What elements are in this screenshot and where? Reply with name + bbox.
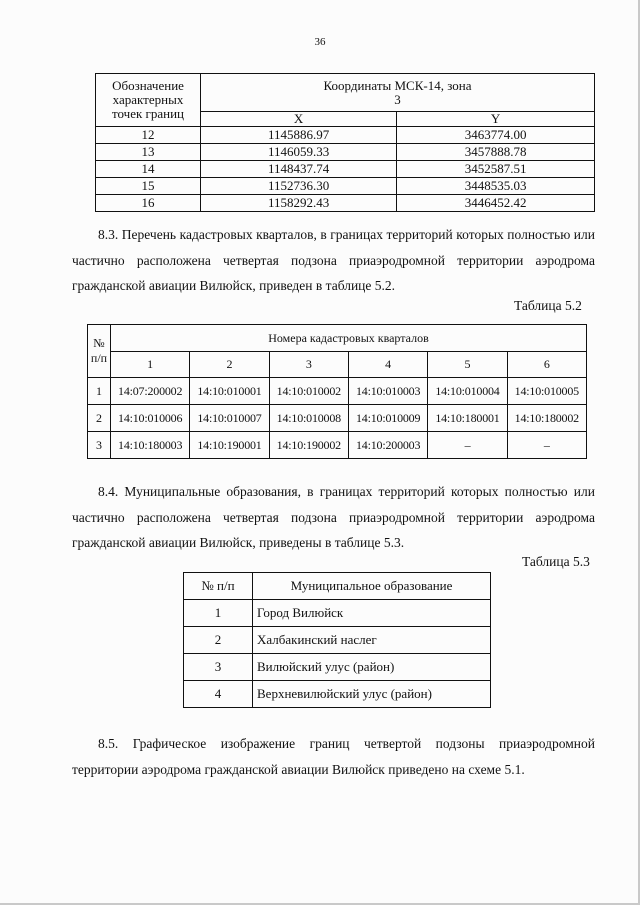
- coords-x-value: 1145886.97: [201, 127, 397, 144]
- t53-header-num: № п/п: [184, 573, 253, 600]
- t52-header-num: № п/п: [88, 325, 111, 378]
- coords-header-system: Координаты МСК-14, зона 3: [201, 74, 595, 112]
- t53-row-num: 4: [184, 681, 253, 708]
- cadastral-quarters-table: [87, 324, 587, 459]
- coords-row: [96, 144, 595, 161]
- t52-column-number: 6: [507, 352, 586, 378]
- t52-column-number: 1: [111, 352, 190, 378]
- t52-body: [88, 378, 587, 459]
- t53-body: [184, 600, 491, 708]
- t52-row: [88, 432, 587, 459]
- coords-point-id: 15: [96, 178, 201, 195]
- coords-x-value: 1158292.43: [201, 195, 397, 212]
- t52-quarter-cell: 14:10:010009: [348, 405, 427, 432]
- t52-quarter-cell: 14:10:180003: [111, 432, 190, 459]
- coords-row: [96, 127, 595, 144]
- t52-quarter-cell: 14:10:190002: [269, 432, 348, 459]
- t53-row-num: 3: [184, 654, 253, 681]
- paragraph-8-4: [72, 479, 595, 556]
- t52-header-title: Номера кадастровых кварталов: [111, 325, 587, 352]
- t52-row-num: 2: [88, 405, 111, 432]
- coords-y-value: 3446452.42: [397, 195, 595, 212]
- t53-municipality-name: Верхневилюйский улус (район): [253, 681, 491, 708]
- t52-quarter-cell: 14:10:010005: [507, 378, 586, 405]
- coords-y-value: 3463774.00: [397, 127, 595, 144]
- t52-quarter-cell: 14:10:010006: [111, 405, 190, 432]
- t52-quarter-cell: –: [428, 432, 507, 459]
- municipalities-table: [183, 572, 491, 708]
- t52-column-number: 2: [190, 352, 269, 378]
- t52-column-number: 5: [428, 352, 507, 378]
- coords-body: [96, 127, 595, 212]
- coords-point-id: 16: [96, 195, 201, 212]
- t53-row-num: 1: [184, 600, 253, 627]
- coords-x-value: 1152736.30: [201, 178, 397, 195]
- t52-quarter-cell: 14:10:010008: [269, 405, 348, 432]
- t52-column-number: 4: [348, 352, 427, 378]
- coords-point-id: 12: [96, 127, 201, 144]
- t52-column-numbers-row: [88, 352, 587, 378]
- t53-row: [184, 681, 491, 708]
- coords-x-value: 1146059.33: [201, 144, 397, 161]
- t52-row-num: 1: [88, 378, 111, 405]
- t52-quarter-cell: 14:10:180001: [428, 405, 507, 432]
- t53-row: [184, 654, 491, 681]
- coords-row: [96, 195, 595, 212]
- t52-quarter-cell: 14:10:010007: [190, 405, 269, 432]
- coords-header-row: [96, 74, 595, 112]
- t53-row: [184, 627, 491, 654]
- coords-point-id: 13: [96, 144, 201, 161]
- t52-row-num: 3: [88, 432, 111, 459]
- t53-municipality-name: Вилюйский улус (район): [253, 654, 491, 681]
- coordinates-table: [95, 73, 595, 212]
- t52-row: [88, 405, 587, 432]
- page-number: 36: [314, 36, 326, 48]
- t52-quarter-cell: –: [507, 432, 586, 459]
- t53-municipality-name: Город Вилюйск: [253, 600, 491, 627]
- t52-quarter-cell: 14:10:180002: [507, 405, 586, 432]
- t52-quarter-cell: 14:10:190001: [190, 432, 269, 459]
- coords-row: [96, 178, 595, 195]
- t52-column-number: 3: [269, 352, 348, 378]
- t53-municipality-name: Халбакинский наслег: [253, 627, 491, 654]
- t53-header-name: Муниципальное образование: [253, 573, 491, 600]
- paragraph-8-3: [72, 222, 595, 299]
- t52-quarter-cell: 14:10:010002: [269, 378, 348, 405]
- paragraph-8-5-text: 8.5. Графическое изображение границ четвертой подзоны приаэродромной территории аэродрома гражданской авиации Вилюйск приведено на схеме 5.1.: [72, 736, 595, 777]
- t53-row-num: 2: [184, 627, 253, 654]
- t52-quarter-cell: 14:10:010003: [348, 378, 427, 405]
- table-5-2-caption: Таблица 5.2: [514, 298, 582, 313]
- t52-quarter-cell: 14:10:010001: [190, 378, 269, 405]
- coords-row: [96, 161, 595, 178]
- t52-quarter-cell: 14:10:010004: [428, 378, 507, 405]
- coords-x-value: 1148437.74: [201, 161, 397, 178]
- coords-header-x: X: [201, 112, 397, 127]
- coords-y-value: 3448535.03: [397, 178, 595, 195]
- paragraph-8-4-text: 8.4. Муниципальные образования, в границах территорий которых полностью или частично расположена четвертая подзона приаэродромной территории аэродрома гражданской авиации Вилюйск, приведены в таблице 5.3.: [72, 484, 595, 550]
- t53-row: [184, 600, 491, 627]
- coords-y-value: 3457888.78: [397, 144, 595, 161]
- t52-header-row: [88, 325, 587, 352]
- coords-point-id: 14: [96, 161, 201, 178]
- coords-y-value: 3452587.51: [397, 161, 595, 178]
- coords-header-y: Y: [397, 112, 595, 127]
- t52-quarter-cell: 14:10:200003: [348, 432, 427, 459]
- t53-header-row: [184, 573, 491, 600]
- t52-row: [88, 378, 587, 405]
- paragraph-8-5: [72, 731, 595, 782]
- paragraph-8-3-text: 8.3. Перечень кадастровых кварталов, в границах территорий которых полностью или частично расположена четвертая подзона приаэродромной территории аэродрома гражданской авиации Вилюйск, приведен в таблице 5.2.: [72, 227, 595, 293]
- t52-quarter-cell: 14:07:200002: [111, 378, 190, 405]
- coords-header-points: Обозначение характерных точек границ: [96, 74, 201, 127]
- table-5-3-caption: Таблица 5.3: [522, 554, 590, 569]
